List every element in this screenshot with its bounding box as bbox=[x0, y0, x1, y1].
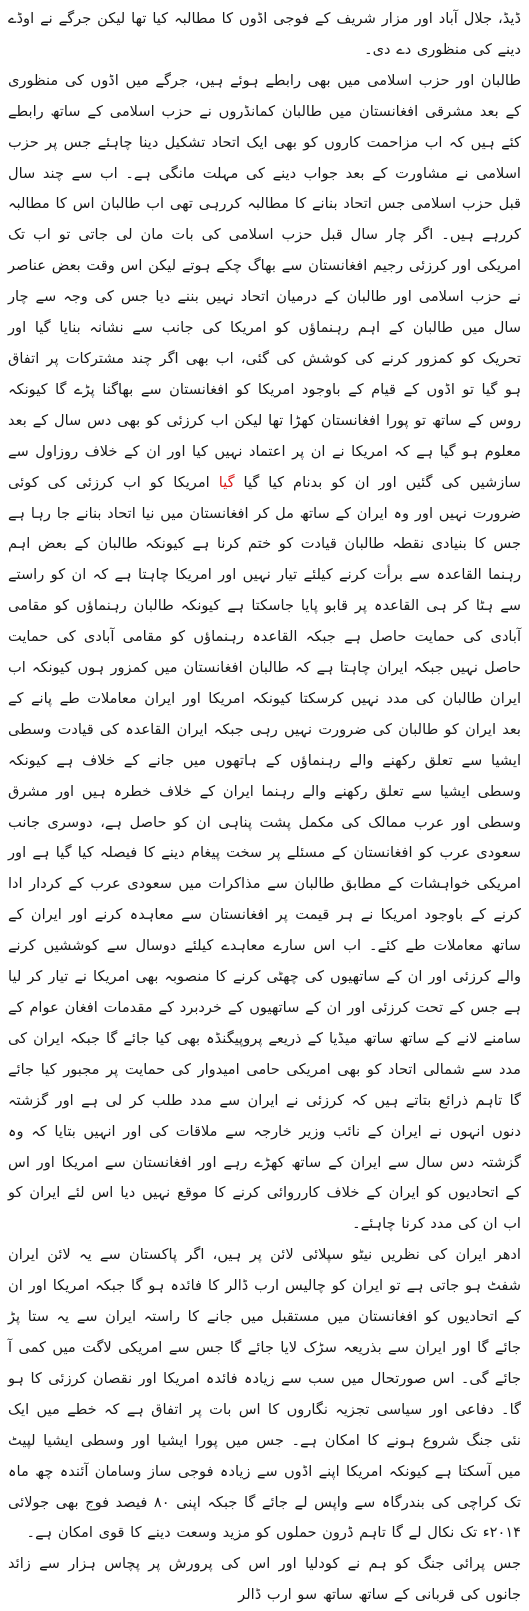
paragraph-3-text: ادھر ایران کی نظریں نیٹو سپلائی لائن پر ہیں، اگر پاکستان سے یہ لائن ایران شفٹ ہو جاتی ہے تو ایران کو چالیس ارب ڈالر کا فائدہ ہو گا جبکہ امریکا اور ان کے اتحادیوں کو افغانستان میں مستقبل میں جانے کا راستہ ایران سے یہ ستا پڑ جائے گا اور ایران سے بذریعہ سڑک لایا جائے گا جس سے امریکی لاگت میں کمی آ جائے گی۔ اس صورتحال میں سب سے زیادہ فائدہ امریکا اور نقصان کرزئی کا ہو گا۔ دفاعی اور سیاسی تجزیہ نگاروں کا اس بات پر اتفاق ہے کہ خطے میں ایک نئی جنگ شروع ہونے کا امکان ہے۔ جس میں پورا ایشیا اور وسطی ایشیا لپیٹ میں آسکتا ہے کیونکہ امریکا اپنے اڈوں سے زیادہ فوجی ساز وسامان آئندہ چھ ماہ تک کراچی کی بندرگاہ سے واپس لے جائے گا جبکہ اپنی ۸۰ فیصد فوج بھی جولائی ۲۰۱۴ء تک نکال لے گا تاہم ڈرون حملوں کو مزید وسعت دینے کا قوی امکان ہے۔ bbox=[8, 1246, 521, 1542]
paragraph-3 bbox=[8, 1240, 521, 1549]
paragraph-4 bbox=[8, 1549, 521, 1611]
paragraph-1-text: ڈیڈ، جلال آباد اور مزار شریف کے فوجی اڈوں کا مطالبہ کیا تھا لیکن جرگے نے اوڈے دینے کی منظوری دے دی۔ bbox=[8, 10, 521, 58]
paragraph-4-text: جس پرائی جنگ کو ہم نے کودلیا اور اس کی پرورش پر پچاس ہزار سے زائد جانوں کی قربانی کے ساتھ ساتھ سو ارب ڈالر bbox=[8, 1555, 521, 1604]
paragraph-2 bbox=[8, 66, 521, 1240]
paragraph-2-continuation: امریکا کو اب کرزئی کی کوئی ضرورت نہیں اور وہ ایران کے ساتھ مل کر افغانستان میں نیا اتحاد بنانے جا رہا ہے جس کا بنیادی نقطہ طالبان قیادت کو ختم کرنا ہے کیونکہ طالبان کے بعض اہم رہنما القاعدہ سے برأت کرنے کیلئے تیار نہیں اور امریکا چاہتا ہے کہ ان کو راستے سے ہٹا کر ہی القاعدہ پر قابو پایا جاسکتا ہے کیونکہ طالبان رہنماؤں کو مقامی آبادی کی حمایت حاصل ہے جبکہ القاعدہ رہنماؤں کو مقامی آبادی کی حمایت حاصل نہیں جبکہ ایران چاہتا ہے کہ طالبان افغانستان میں کمزور ہوں کیونکہ اب ایران طالبان کی مدد نہیں کرسکتا کیونکہ امریکا اور ایران معاملات طے پانے کے بعد ایران کو طالبان کی ضرورت نہیں رہی جبکہ ایران القاعدہ کی قیادت وسطی ایشیا سے تعلق رکھنے والے رہنماؤں کے ہاتھوں میں جانے کے خلاف ہے کیونکہ وسطی ایشیا سے تعلق رکھنے والے رہنما ایران کے خلاف خطرہ ہیں اور مشرق وسطی اور عرب ممالک کی مکمل پشت پناہی ان کو حاصل ہے، دوسری جانب سعودی عرب کو افغانستان کے مسئلے پر سخت پیغام دینے کا فیصلہ کیا گیا ہے اور امریکی خواہشات کے مطابق طالبان سے مذاکرات میں سعودی عرب کے کردار ادا کرنے کے باوجود امریکا نے ہر قیمت پر افغانستان سے معاہدہ کرنے اور ایران کے ساتھ معاملات طے کئے۔ اب اس سارے معاہدے کیلئے دوسال سے کوششیں کرنے والے کرزئی اور ان کے ساتھیوں کی چھٹی کرنے کا منصوبہ بھی امریکا نے تیار کر لیا ہے جس کے تحت کرزئی اور ان کے ساتھیوں کے خردبرد کے مقدمات افغان عوام کے سامنے لانے کے ساتھ ساتھ میڈیا کے ذریعے پروپیگنڈہ بھی کیا جائے گا جبکہ ایران کی مدد سے شمالی اتحاد کو بھی امریکی حامی امیدوار کی حمایت پر مجبور کیا جائے گا تاہم ذرائع بتاتے ہیں کہ کرزئی نے ایران سے مدد طلب کر لی ہے اور گزشتہ دنوں انہوں نے ایران کے نائب وزیر خارجہ سے ملاقات کی اور انہیں بتایا کہ وہ گزشتہ دس سال سے ایران کے ساتھ کھڑے رہے اور افغانستان سے امریکا اور اس کے اتحادیوں کو ایران کے خلاف کارروائی کرنے کا موقع نہیں دیا اس لئے ایران کو اب ان کی مدد کرنا چاہئے۔ bbox=[8, 473, 521, 1233]
paragraph-1 bbox=[8, 4, 521, 66]
paragraph-2-text: طالبان اور حزب اسلامی میں بھی رابطے ہوئے ہیں، جرگے میں اڈوں کی منظوری کے بعد مشرقی افغانستان میں طالبان کمانڈروں نے حزب اسلامی کے ساتھ رابطے کئے ہیں کہ اب مزاحمت کاروں کو بھی ایک اتحاد تشکیل دینا چاہئے جس پر حزب اسلامی نے مشاورت کے بعد جواب دینے کی مہلت مانگی ہے۔ اب سے چند سال قبل حزب اسلامی جس اتحاد بنانے کا مطالبہ کررہی تھی اب طالبان اس کا مطالبہ کررہے ہیں۔ اگر چار سال قبل حزب اسلامی کی بات مان لی جاتی تو اب تک امریکی اور کرزئی رجیم افغانستان سے بھاگ چکے ہوتے لیکن اس وقت بعض عناصر نے حزب اسلامی اور طالبان کے درمیان اتحاد نہیں بننے دیا جس کی وجہ سے چار سال میں طالبان کے اہم رہنماؤں کو امریکا کی جانب سے نشانہ بنایا گیا اور تحریک کو کمزور کرنے کی کوشش کی گئی، اب بھی اگر چند مشترکات پر اتفاق ہو گیا تو اڈوں کے قیام کے باوجود امریکا کو افغانستان سے بھاگنا پڑے گا کیونکہ روس کے ساتھ تو پورا افغانستان کھڑا تھا لیکن اب کرزئی کو بھی دس سال کے بعد معلوم ہو گیا ہے کہ امریکا نے ان پر اعتماد نہیں کیا اور ان کے خلاف روزاول سے سازشیں کی گئیں اور ان کو بدنام کیا گیا bbox=[8, 71, 522, 491]
highlighted-word: گیا bbox=[218, 473, 235, 491]
urdu-article bbox=[8, 4, 521, 1611]
